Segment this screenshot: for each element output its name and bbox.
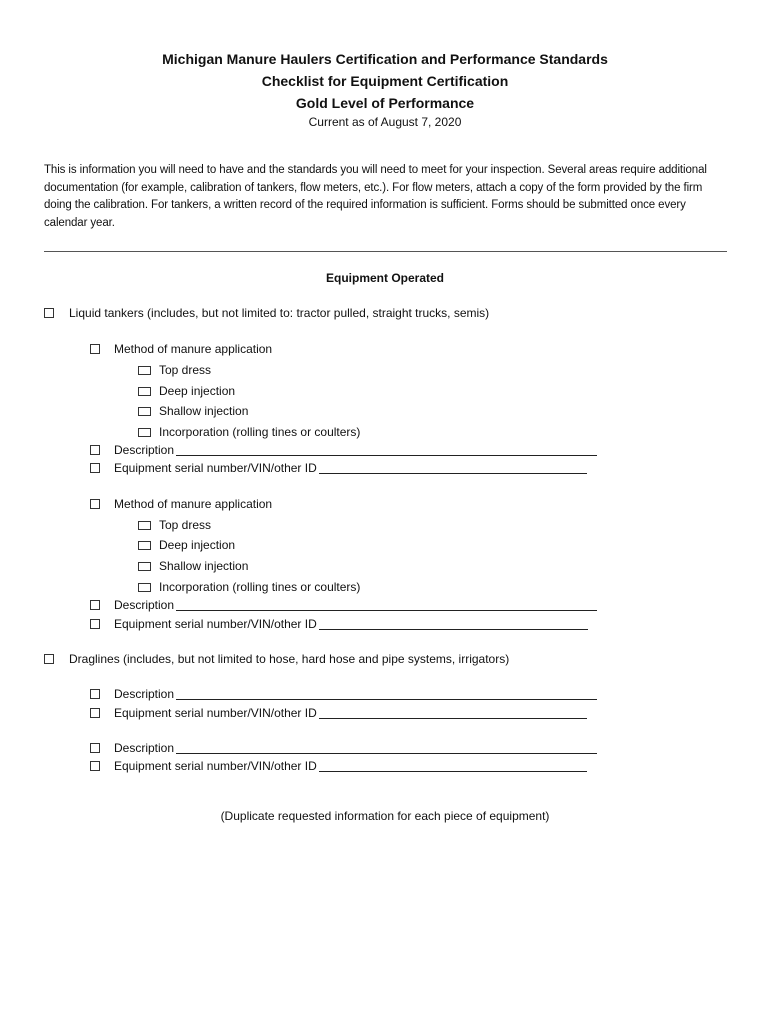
option-shallow-injection[interactable]: [138, 558, 248, 574]
description-label: Description: [114, 598, 175, 612]
title-line-3: Gold Level of Performance: [295, 95, 475, 111]
method-application-checkbox[interactable]: [90, 499, 100, 509]
draglines-label: Draglines (includes, but not limited to hose, hard hose and pipe systems, irrigators): [69, 652, 510, 666]
method-application-item[interactable]: [90, 496, 272, 512]
section-heading: Equipment Operated: [325, 271, 444, 285]
option-label: Incorporation (rolling tines or coulters): [159, 580, 361, 594]
serial-number-item[interactable]: [90, 705, 587, 721]
liquid-tankers-label: Liquid tankers (includes, but not limited to: tractor pulled, straight trucks, semis): [69, 306, 490, 320]
method-application-label: Method of manure application: [114, 342, 273, 356]
shallow-injection-checkbox[interactable]: [138, 562, 151, 571]
deep-injection-checkbox[interactable]: [138, 541, 151, 550]
option-top-dress[interactable]: [138, 517, 211, 533]
description-checkbox[interactable]: [90, 600, 100, 610]
description-item[interactable]: [90, 686, 597, 702]
option-incorporation[interactable]: [138, 579, 360, 595]
description-checkbox[interactable]: [90, 445, 100, 455]
serial-number-input-line[interactable]: [319, 760, 587, 772]
description-label: Description: [114, 741, 175, 755]
incorporation-checkbox[interactable]: [138, 428, 151, 437]
option-label: Shallow injection: [159, 559, 249, 573]
top-dress-checkbox[interactable]: [138, 366, 151, 375]
serial-number-label: Equipment serial number/VIN/other ID: [114, 759, 317, 773]
liquid-tankers-checkbox[interactable]: [44, 308, 54, 318]
description-input-line[interactable]: [176, 444, 597, 456]
description-input-line[interactable]: [176, 742, 597, 754]
option-label: Top dress: [159, 518, 212, 532]
option-deep-injection[interactable]: [138, 383, 235, 399]
serial-number-label: Equipment serial number/VIN/other ID: [114, 706, 317, 720]
serial-number-item[interactable]: [90, 758, 587, 774]
description-item[interactable]: [90, 442, 597, 458]
deep-injection-checkbox[interactable]: [138, 387, 151, 396]
serial-number-input-line[interactable]: [319, 707, 587, 719]
option-label: Top dress: [159, 363, 212, 377]
option-top-dress[interactable]: [138, 362, 211, 378]
current-as-of-date: Current as of August 7, 2020: [308, 115, 462, 129]
option-label: Incorporation (rolling tines or coulters): [159, 425, 361, 439]
option-shallow-injection[interactable]: [138, 403, 248, 419]
description-label: Description: [114, 687, 175, 701]
description-input-line[interactable]: [176, 599, 597, 611]
liquid-tankers-item[interactable]: [44, 305, 489, 321]
section-divider: [44, 251, 727, 252]
serial-number-checkbox[interactable]: [90, 708, 100, 718]
option-label: Deep injection: [159, 538, 236, 552]
description-checkbox[interactable]: [90, 689, 100, 699]
option-label: Deep injection: [159, 384, 236, 398]
shallow-injection-checkbox[interactable]: [138, 407, 151, 416]
option-incorporation[interactable]: [138, 424, 360, 440]
description-item[interactable]: [90, 740, 597, 756]
method-application-item[interactable]: [90, 341, 272, 357]
serial-number-label: Equipment serial number/VIN/other ID: [114, 617, 317, 631]
description-label: Description: [114, 443, 175, 457]
serial-number-input-line[interactable]: [319, 618, 588, 630]
serial-number-checkbox[interactable]: [90, 761, 100, 771]
draglines-checkbox[interactable]: [44, 654, 54, 664]
method-application-label: Method of manure application: [114, 497, 273, 511]
draglines-item[interactable]: [44, 651, 509, 667]
method-application-checkbox[interactable]: [90, 344, 100, 354]
serial-number-item[interactable]: [90, 616, 588, 632]
duplicate-info-note: (Duplicate requested information for each piece of equipment): [220, 809, 550, 823]
serial-number-input-line[interactable]: [319, 462, 587, 474]
incorporation-checkbox[interactable]: [138, 583, 151, 592]
top-dress-checkbox[interactable]: [138, 521, 151, 530]
serial-number-checkbox[interactable]: [90, 619, 100, 629]
description-item[interactable]: [90, 597, 597, 613]
description-checkbox[interactable]: [90, 743, 100, 753]
title-line-2: Checklist for Equipment Certification: [261, 73, 509, 89]
serial-number-checkbox[interactable]: [90, 463, 100, 473]
option-deep-injection[interactable]: [138, 537, 235, 553]
title-line-1: Michigan Manure Haulers Certification and Performance Standards: [162, 51, 608, 67]
serial-number-item[interactable]: [90, 460, 587, 476]
description-input-line[interactable]: [176, 688, 597, 700]
intro-paragraph: This is information you will need to have and the standards you will need to meet for your inspection. Several areas require additional documentation (for example, calibration of tankers, flow meters, etc.). For flow meters, attach a copy of the form provided by the firm doing the calibration. For tankers, a written record of the required information is sufficient. Forms should be submitted once every calendar year.: [44, 164, 707, 229]
serial-number-label: Equipment serial number/VIN/other ID: [114, 461, 317, 475]
option-label: Shallow injection: [159, 404, 249, 418]
